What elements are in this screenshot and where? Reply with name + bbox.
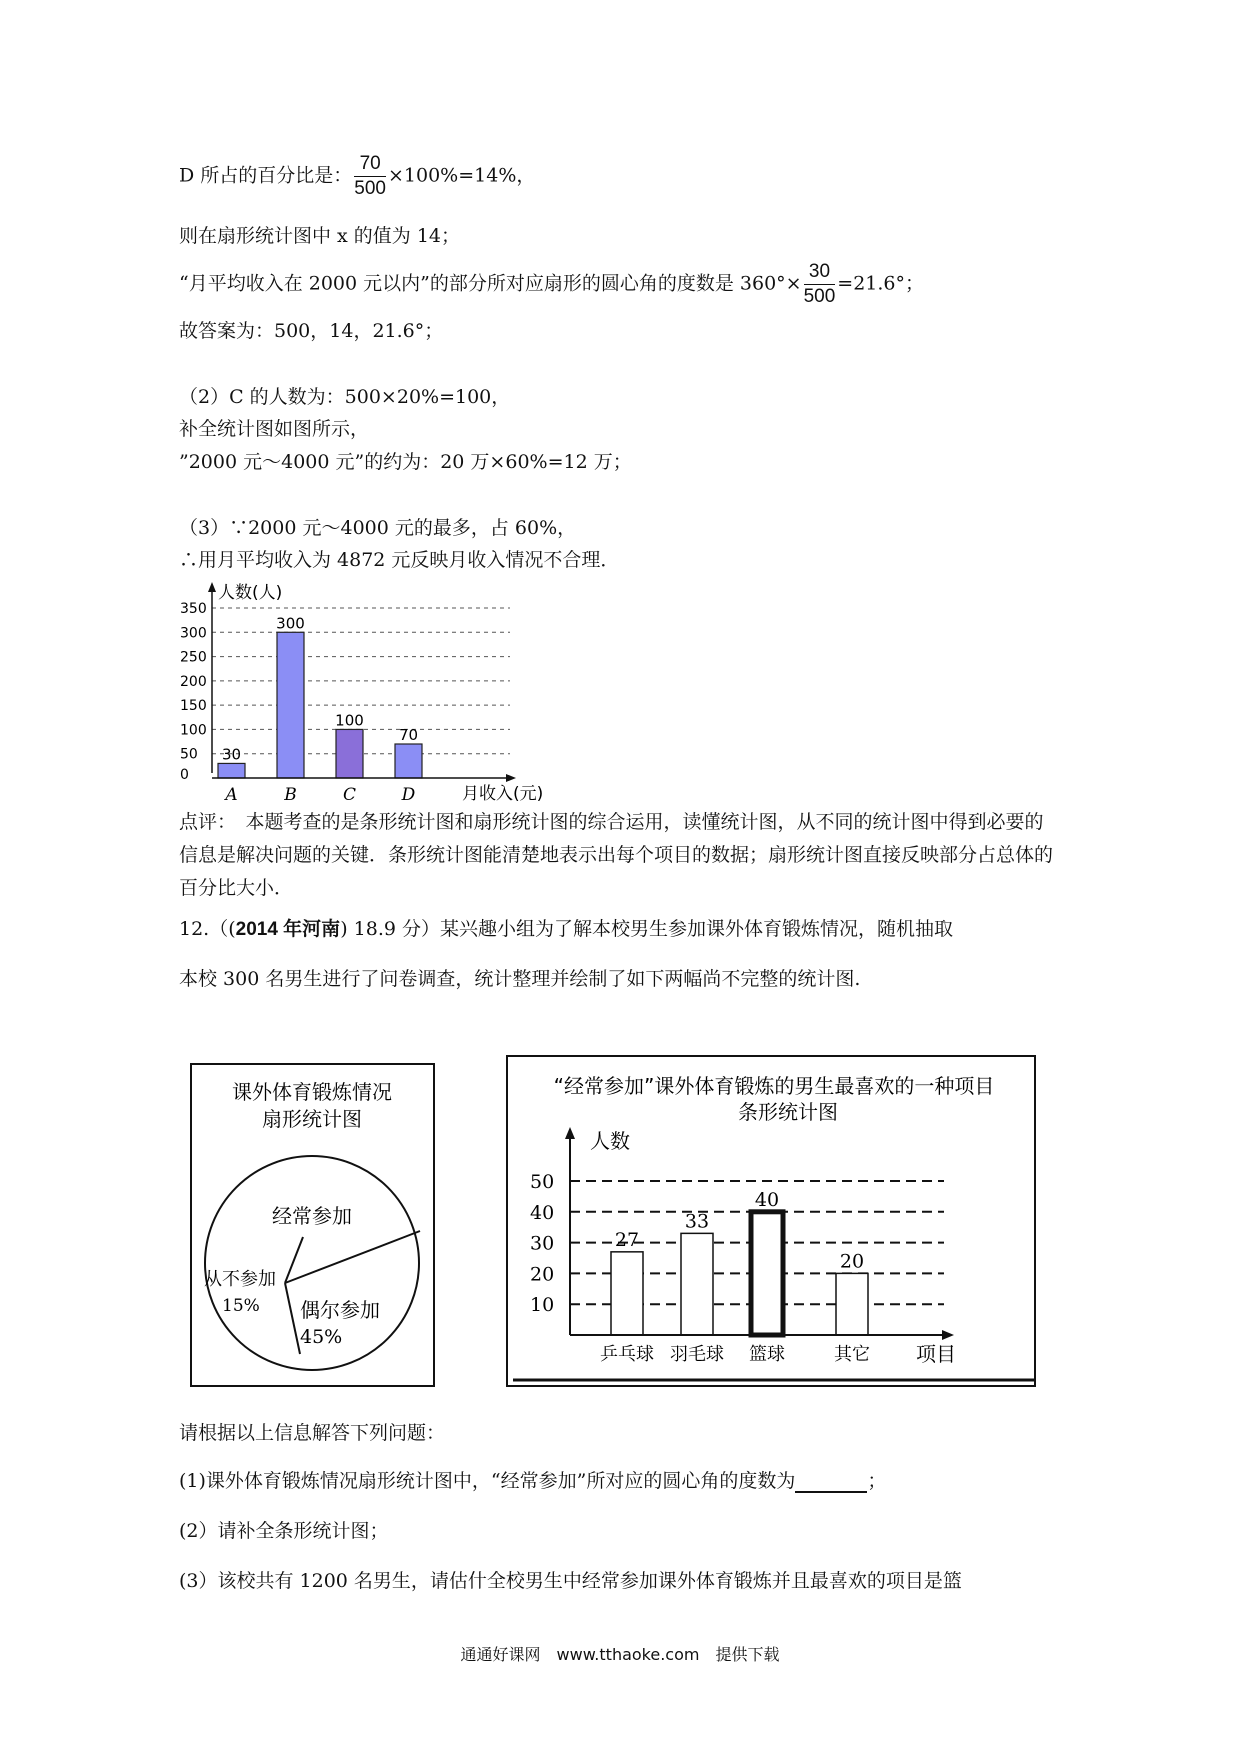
question-2: (2）请补全条形统计图； <box>179 1520 389 1542</box>
income-bar-a <box>218 763 245 778</box>
income-categories <box>223 785 415 805</box>
sports-y-tick-label: 50 <box>530 1171 555 1193</box>
income-category-label: A <box>225 785 238 805</box>
footer-url[interactable]: www.tthaoke.com <box>556 1645 700 1664</box>
d-fraction-denominator: 500 <box>354 178 386 199</box>
pie-percent-sometimes: 45% <box>300 1326 343 1348</box>
pie-percent-never: 15% <box>222 1296 260 1316</box>
d-fraction <box>354 152 386 201</box>
income-y-tick-label: 300 <box>180 625 207 642</box>
income-y-tick-label: 350 <box>180 601 207 617</box>
pie-label-never: 从不参加 <box>204 1269 276 1290</box>
d-percent-line <box>179 152 535 201</box>
sports-y-ticks <box>530 1171 554 1316</box>
sports-bar <box>681 1233 713 1335</box>
footer-action: 提供下载 <box>715 1645 780 1664</box>
q12-number: 12.（( <box>179 918 236 940</box>
part3-line2: ∴用月平均收入为 4872 元反映月收入情况不合理． <box>179 549 620 571</box>
sports-value-label: 20 <box>839 1250 865 1273</box>
pie-title-line1: 课外体育锻炼情况 <box>232 1080 392 1104</box>
income-value-label: 30 <box>221 745 242 764</box>
d-percent-suffix: ×100%=14%， <box>387 164 536 187</box>
page-footer <box>0 1642 1240 1665</box>
income-value-label: 300 <box>276 614 305 633</box>
sports-y-tick-label: 30 <box>530 1232 555 1255</box>
income-y-tick-label: 250 <box>180 649 207 666</box>
pie-label-often: 经常参加 <box>272 1204 352 1228</box>
income-bar-d <box>395 744 422 778</box>
sports-value-label: 40 <box>754 1188 780 1211</box>
income-value-label: 70 <box>398 726 419 744</box>
pie-divider <box>285 1283 300 1354</box>
sports-y-tick-label: 10 <box>530 1294 555 1317</box>
income-y-tick-label: 150 <box>180 698 207 715</box>
income-value-label: 100 <box>335 711 364 730</box>
angle-line <box>179 260 924 309</box>
q12-source: 2014 年河南 <box>235 919 341 940</box>
q12-line1 <box>179 918 953 942</box>
comment-paragraph: 点评： 本题考查的是条形统计图和扇形统计图的综合运用，读懂统计图，从不同的统计图中得到必要的信息是解决问题的关键．条形统计图能清楚地表示出每个项目的数据；扇形统计图直接反映部分占总体的百分比大小． <box>179 811 1054 899</box>
angle-suffix: =21.6°； <box>837 272 925 295</box>
income-bar-c <box>336 729 363 778</box>
sports-value-label: 27 <box>614 1228 640 1251</box>
sports-y-tick-label: 20 <box>530 1263 555 1286</box>
sports-category-label: 篮球 <box>749 1344 785 1365</box>
question-3: (3）该校共有 1200 名男生，请估什全校男生中经常参加课外体育锻炼并且最喜欢的项目是篮 <box>179 1570 962 1592</box>
sports-y-arrow <box>565 1127 575 1139</box>
income-x-label: 月收入(元) <box>462 784 544 804</box>
question-1-text: (1)课外体育锻炼情况扇形统计图中，“经常参加”所对应的圆心角的度数为 <box>179 1470 796 1492</box>
question-1 <box>179 1470 886 1493</box>
sports-x-label: 项目 <box>916 1342 956 1366</box>
activity-pie-chart <box>190 1063 435 1388</box>
sports-bar <box>611 1252 643 1335</box>
answer-blank <box>795 1471 867 1493</box>
income-y-tick-label: 200 <box>180 673 207 690</box>
sports-y-tick-label: 40 <box>530 1201 555 1224</box>
sports-title-line2: 条形统计图 <box>738 1100 838 1124</box>
part2-line2: 补全统计图如图所示， <box>179 418 370 440</box>
sports-value-label: 33 <box>684 1210 710 1233</box>
questions-intro: 请根据以上信息解答下列问题： <box>179 1422 446 1444</box>
part2-line3: ”2000 元～4000 元”的约为：20 万×60%=12 万； <box>179 451 632 473</box>
income-y-label: 人数(人) <box>218 583 283 603</box>
sports-y-label: 人数 <box>590 1129 630 1153</box>
sports-bar-chart <box>506 1055 1036 1388</box>
sports-category-label: 其它 <box>834 1344 870 1365</box>
d-percent-prefix: D 所占的百分比是： <box>179 164 353 187</box>
angle-prefix: “月平均收入在 2000 元以内”的部分所对应扇形的圆心角的度数是 360°× <box>179 272 802 295</box>
angle-fraction <box>804 260 836 309</box>
pie-label-sometimes: 偶尔参加 <box>300 1298 380 1322</box>
income-x-arrow <box>506 774 516 782</box>
footer-site-name: 通通好课网 <box>460 1645 541 1664</box>
income-y-tick-label: 100 <box>180 722 207 739</box>
q12-points: ) 18.9 分）某兴趣小组为了解本校男生参加课外体育锻炼情况，随机抽取 <box>340 918 953 940</box>
income-category-label: B <box>284 785 297 805</box>
income-bar-b <box>277 632 304 778</box>
sports-value-labels <box>615 1189 864 1273</box>
income-y-tick-label: 50 <box>180 746 198 763</box>
part3-line1: （3）∵2000 元～4000 元的最多，占 60%， <box>179 517 577 539</box>
angle-fraction-denominator: 500 <box>803 286 836 307</box>
pie-divider <box>285 1231 420 1283</box>
q12-line2: 本校 300 名男生进行了问卷调查，统计整理并绘制了如下两幅尚不完整的统计图. <box>179 968 861 990</box>
income-y-tick-label: 0 <box>180 767 189 783</box>
income-bar-chart <box>170 580 570 810</box>
sports-bar <box>836 1273 868 1335</box>
sports-bar <box>751 1212 783 1335</box>
income-category-label: C <box>342 785 357 805</box>
income-y-arrow <box>208 582 216 592</box>
sports-x-arrow <box>942 1330 954 1340</box>
sports-title-line1: “经常参加”课外体育锻炼的男生最喜欢的一种项目 <box>553 1074 995 1098</box>
income-category-label: D <box>401 785 416 805</box>
x-value-line: 则在扇形统计图中 x 的值为 14； <box>179 225 461 247</box>
income-y-ticks <box>180 601 207 783</box>
angle-fraction-numerator: 30 <box>804 260 836 285</box>
pie-title-line2: 扇形统计图 <box>262 1107 362 1131</box>
part2-line1: （2）C 的人数为：500×20%=100， <box>179 386 511 408</box>
d-fraction-numerator: 70 <box>354 152 386 177</box>
question-1-end: ； <box>867 1470 887 1492</box>
sports-category-label: 羽毛球 <box>670 1344 724 1365</box>
answer-line: 故答案为：500，14，21.6°； <box>179 320 444 342</box>
sports-category-label: 乒乓球 <box>600 1344 654 1365</box>
income-value-labels <box>222 614 418 763</box>
sports-categories <box>600 1344 870 1365</box>
